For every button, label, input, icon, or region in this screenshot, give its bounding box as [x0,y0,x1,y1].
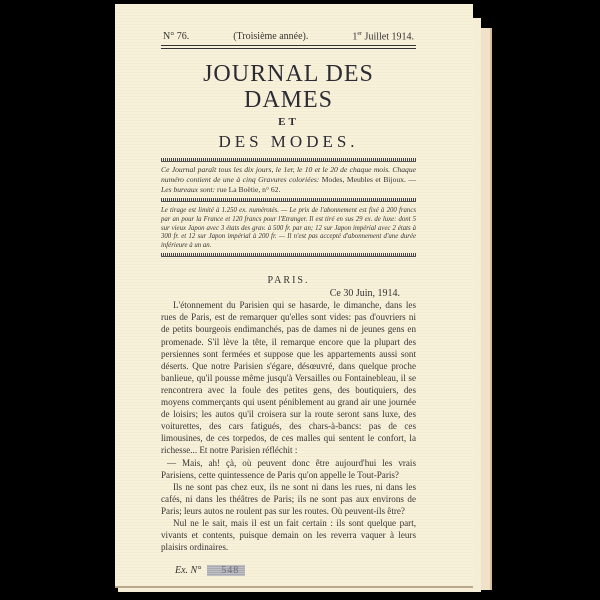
ornamental-rule-1 [161,158,416,162]
ornamental-rule-2 [161,198,416,202]
journal-front-page [115,4,473,588]
copy-number-label: Ex. N° [175,565,202,577]
article-paragraph: Nul ne le sait, mais il est un fait certain : ils sont quelque part, vivants et contents, puisque demain on les reverra vaquer à leurs plaisirs ordinaires. [161,517,416,553]
article-paragraph: — Mais, ah! çà, où peuvent donc être aujourd'hui les vrais Parisiens, cette quintessence de Paris qu'on appelle le Tout-Paris? [161,457,416,480]
header-double-rule [161,45,416,49]
ornamental-rule-3 [161,253,416,257]
publication-notice [161,165,416,195]
date-month-year: Juillet 1914. [362,31,414,43]
article-paragraph: Ils ne sont pas chez eux, ils ne sont ni dans les rues, ni dans les cafés, ni dans les théâtres de Paris; ils ne sont pas aux environs de Paris; leurs autos ne roulent pas sur les routes. Où peuvent-ils être? [161,481,416,516]
issue-number: N° 76. [163,31,190,42]
subscription-notice: Le tirage est limité à 1.250 ex. numérotés. — Le prix de l'abonnement est fixé à 200 francs par an pour la France et 120 francs pour l'Etranger. Il est tiré en sus 29 ex. de luxe: dont 5 sur vieux Japon avec 3 états des grav. à 500 fr. par an; 12 sur Japon impérial avec 2 états à 300 fr. et 12 sur Japon impérial à 200 fr. — Il n'est pas accepté d'abonnement d'une durée inférieure à un an. [161,207,416,249]
article-dateline: Ce 30 Juin, 1914. [329,288,400,300]
date-day: 1 [352,31,358,43]
issue-date [352,31,414,42]
section-title: PARIS. [267,275,310,287]
notice-frequency: Ce Journal paraît tous les dix jours, le 1er, le 10 et le 20 de chaque mois. Chaque numéro contient de une à cinq Gravures coloriées: [161,165,416,185]
masthead-title: JOURNAL DES DAMES [203,61,374,114]
notice-offices-label: Les bureaux sont: [161,185,218,195]
copy-number-stamp: 548 [207,565,245,576]
year-note: (Troisième année). [233,31,309,42]
masthead-subtitle: DES MODES. [218,132,359,152]
article-paragraph: L'étonnement du Parisien qui se hasarde, le dimanche, dans les rues de Paris, est de remarquer qu'elles sont vides: pas d'ouvriers ni de petits bourgeois endimanchés, pas de dames ni de jeunes gens en promenade. S'il lève la tête, il remarque encore que la plupart des persiennes sont fermées et suppose que les appartements aussi sont déserts. Que notre Parisien s'égare, désœuvré, dans quelque proche banlieue, qu'il pousse même jusqu'à Versailles ou Fontainebleau, il se rencontrera avec la foule des petites gens, des boutiquiers, des moyens commerçants qui usent péniblement au grand air une journée de loisirs; les autos qu'il croisera sur la route seront sans luxe, des voiturettes, des cars fatigués, des chars-à-bancs: pas de ces limousines, de ces torpedos, de ces malles qui sentent le confort, la richesse... Et notre Parisien réfléchit : [161,300,416,456]
notice-contents: Modes, Meubles et Bijoux. — [321,175,416,185]
copy-number-line [161,565,416,576]
masthead-conjunction: ET [278,116,299,129]
issue-header [161,31,416,44]
article-body [161,299,416,553]
page-content [161,31,416,576]
notice-address: rue La Boëtie, n° 62. [217,185,281,195]
date-ordinal: er [357,31,363,37]
